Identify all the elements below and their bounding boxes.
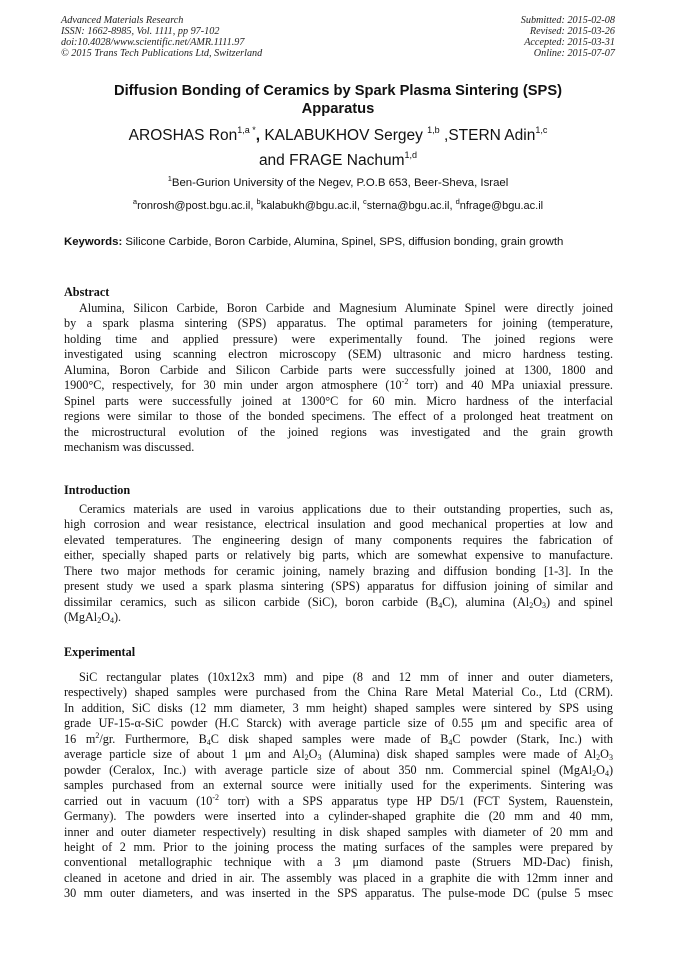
date-online: Online: 2015-07-07 bbox=[533, 48, 615, 59]
text-line: In addition, SiC disks (12 mm diameter, 3 mm height) shaped samples were sintered by SPS using bbox=[64, 700, 613, 715]
dates-header bbox=[521, 15, 615, 59]
author-name: STERN Adin bbox=[448, 127, 536, 144]
text-line: the microstructural evolution of the joined regions was investigated and the grain growth bbox=[64, 424, 613, 439]
text-line: samples purchased from an external source were initially used for the experiments. Sintering was bbox=[64, 778, 613, 793]
journal-copyright: © 2015 Trans Tech Publications Ltd, Switzerland bbox=[61, 48, 263, 59]
text-line: elevated temperatures. The engineering design of many components requires the fabrication of bbox=[64, 532, 613, 547]
text-line: SiC rectangular plates (10x12x3 mm) and pipe (8 and 12 mm of inner and outer diameters, bbox=[79, 670, 613, 684]
text-line: investigated using scanning electron microscopy (SEM) ultrasonic and micro hardness testing. bbox=[64, 347, 613, 362]
text-line: Germany). The powders were inserted into a cylinder-shaped graphite die (20 mm and 40 mm, bbox=[64, 809, 613, 824]
abstract-body bbox=[64, 301, 613, 456]
text-line: conventional metallographic technique with a 3 μm diamond paste (Struers MD-Dac) finish, bbox=[64, 855, 613, 870]
date-accepted: Accepted: 2015-03-31 bbox=[524, 37, 615, 48]
text-line: Alumina, Silicon Carbide, Boron Carbide and Magnesium Aluminate Spinel were directly joined bbox=[79, 301, 613, 315]
experimental-heading: Experimental bbox=[64, 645, 136, 659]
text-line: carried out in vacuum ($10^{-2}$ torr) with a SPS apparatus type HP D5/1 (FCT System, Rauenstein, bbox=[64, 792, 613, 808]
email-marker: a bbox=[132, 197, 138, 206]
text-line: cleaned in acetone and dried in air. The assembly was placed in a graphite die with 12mm inner and bbox=[64, 870, 613, 885]
journal-doi: doi:10.4028/www.scientific.net/AMR.1111.97 bbox=[61, 37, 245, 48]
paper-title bbox=[60, 82, 616, 118]
text-line: high corrosion and wear resistance, electrical insulation and good mechanical properties at low and bbox=[64, 517, 613, 532]
title-line-2: Apparatus bbox=[301, 101, 375, 117]
email-link[interactable]: kalabukh@bgu.ac.il bbox=[260, 200, 357, 212]
text-line: regions were similar to those of the bonded specimens. The effect of a prolonged heat treatment on bbox=[64, 409, 613, 424]
introduction-body bbox=[64, 502, 613, 626]
author-name: and FRAGE Nachum bbox=[258, 152, 405, 169]
text-line: mechanism was discussed. bbox=[64, 440, 195, 455]
author-name: KALABUKHOV Sergey bbox=[264, 127, 428, 144]
text-line: either, specially shaped parts or relatively big parts, which are somewhat expensive to manufacture. bbox=[64, 548, 613, 563]
text-line: Alumina, Boron Carbide and Silicon Carbide parts were successfully joined at 1300, 1800 and bbox=[64, 362, 613, 377]
experimental-body bbox=[64, 670, 613, 902]
title-line-1: Diffusion Bonding of Ceramics by Spark Plasma Sintering (SPS) bbox=[113, 83, 563, 99]
author-affil-marker: 1,b bbox=[427, 125, 440, 135]
text-line: respectively) shaped samples were purchased from the China Rare Metal Material Co., Ltd (CRM). bbox=[64, 685, 613, 700]
text-line: grade UF-15-α-SiC powder (H.C Starck) with average particle size of 0.55 μm and specific area of bbox=[64, 716, 613, 731]
email-link[interactable]: sterna@bgu.ac.il bbox=[366, 200, 450, 212]
journal-issn: ISSN: 1662-8985, Vol. 1111, pp 97-102 bbox=[61, 26, 220, 37]
date-revised: Revised: 2015-03-26 bbox=[529, 26, 615, 37]
text-line: powder (Ceralox, Inc.) with average particle size of about 350 nm. Commercial spinel $(MgAl_2O_4)$ bbox=[64, 762, 613, 778]
text-line: 1900°C, respectively, for 30 min under argon atmosphere ($10^{-2}$ torr) and 40 MPa uniaxial pressure. bbox=[64, 377, 613, 393]
journal-name: Advanced Materials Research bbox=[61, 15, 184, 26]
email-link[interactable]: ronrosh@post.bgu.ac.il bbox=[137, 200, 251, 212]
email-link[interactable]: nfrage@bgu.ac.il bbox=[459, 200, 544, 212]
author-affil-marker: 1,a * bbox=[237, 125, 256, 135]
email-marker: d bbox=[455, 197, 460, 206]
email-marker: c bbox=[362, 197, 367, 206]
text-line: inner and outer diameter respectively) resulting in disk shaped samples with diameter of 20 mm and bbox=[64, 824, 613, 839]
abstract-heading: Abstract bbox=[64, 285, 110, 299]
keywords-label: Keywords: bbox=[64, 236, 123, 248]
author-affil-marker: 1,c bbox=[535, 125, 548, 135]
text-line: $(MgAl_2O_4)$. bbox=[64, 610, 122, 626]
date-submitted: Submitted: 2015-02-08 bbox=[520, 15, 615, 26]
keywords bbox=[64, 235, 613, 250]
text-line: height of 2 mm. Prior to the joining process the mating surfaces of the samples were prepared by bbox=[64, 839, 613, 854]
email-marker: b bbox=[256, 197, 261, 206]
text-line: Spinel parts were successfully joined at 1300°C for 60 min. Micro hardness of the interfacial bbox=[64, 393, 613, 408]
text-line: dissimilar ceramics, such as silicon carbide (SiC), boron carbide $(B_4C)$, alumina $(Al_2O_3)$ and spinel bbox=[64, 594, 613, 610]
authors-line-2 bbox=[60, 148, 616, 173]
text-line: average particle size of about 1 μm and $Al_2O_3$ (Alumina) disk shaped samples were made of $Al_2O_3$ bbox=[64, 747, 613, 763]
text-line: 16 $m^2/gr$. Furthermore, $B_4C$ disk shaped samples were made of $B_4C$ powder (Stark, Inc.) with bbox=[64, 730, 613, 747]
text-line: by a spark plasma sintering (SPS) apparatus. The optimal parameters for joining (temperature, bbox=[64, 316, 613, 331]
author-emails: $^a$ronrosh@post.bgu.ac.il, $^b$kalabukh@bgu.ac.il, $^c$sterna@bgu.ac.il, $^d$nfrage@bgu.ac.il bbox=[132, 197, 544, 212]
introduction-heading: Introduction bbox=[64, 483, 131, 497]
text-line: present study we used a spark plasma sintering (SPS) apparatus for diffusion joining of similar and bbox=[64, 579, 613, 594]
authors-line-1: AROSHAS Ron$^{1,a *}$, KALABUKHOV Sergey $^{1,b}$ ,STERN Adin$^{1,c}$ bbox=[128, 125, 548, 144]
journal-info-header bbox=[61, 15, 262, 59]
keywords-text: Silicone Carbide, Boron Carbide, Alumina, Spinel, SPS, diffusion bonding, grain growth bbox=[125, 236, 564, 248]
text-line: 30 mm outer diameters, and was inserted in the SPS apparatus. The pulse-mode DC (pulse 5 msec bbox=[64, 886, 613, 901]
author-affil-marker: 1,d bbox=[404, 150, 418, 160]
affiliation-marker: 1 bbox=[167, 174, 172, 183]
text-line: holding time and applied pressure) were experimentally found. The joined regions were bbox=[64, 331, 613, 346]
text-line: Ceramics materials are used in varoius applications due to their outstanding properties, such as, bbox=[79, 502, 613, 516]
affiliation-text: Ben-Gurion University of the Negev, P.O.B 653, Beer-Sheva, Israel bbox=[171, 177, 509, 189]
affiliation bbox=[60, 176, 616, 190]
text-line: There two major methods for ceramic joining, namely brazing and diffusion bonding [1-3]. In the bbox=[64, 563, 613, 578]
author-list bbox=[60, 123, 616, 173]
author-name: AROSHAS Ron bbox=[128, 127, 238, 144]
